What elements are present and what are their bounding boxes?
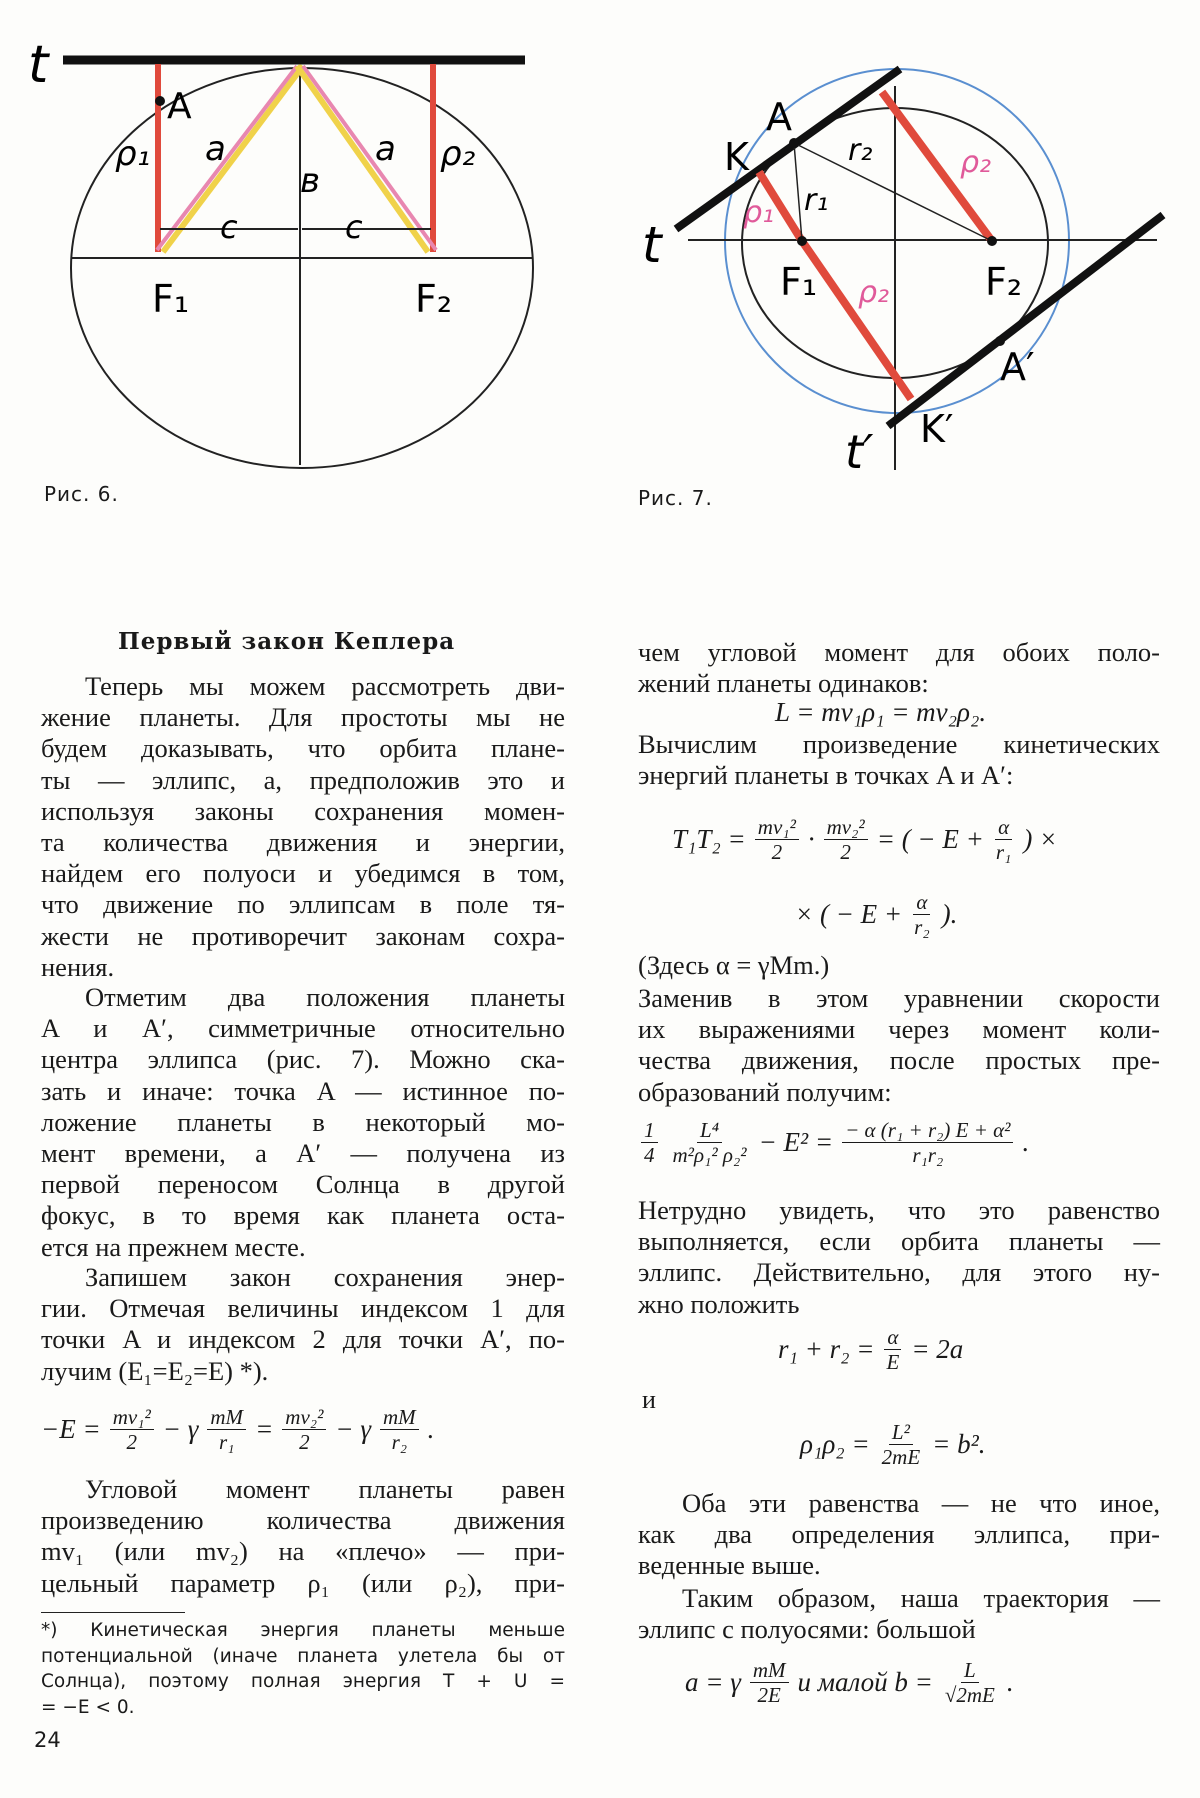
text-line: фокус, в то время как планета оста- [41,1200,565,1231]
text-line: эллипс с полуосями: большой [638,1614,976,1645]
text-line: будем доказывать, что орбита плане- [41,733,565,764]
text-line: Нетрудно увидеть, что это равенство [638,1195,1160,1225]
text-line: эллипс. Действительно, для этого ну- [638,1257,1160,1288]
fraction-denominator: m²ρ₁² ρ₂² [672,1143,747,1167]
figure-6-ellipse-diagram [0,0,600,520]
label-f1: F₁ [152,277,190,321]
focus-f2 [987,236,997,246]
formula-term: ). [941,899,958,929]
formula-kinetic-product-line2 [795,890,957,939]
fraction-numerator: mM [750,1658,789,1683]
text-line: та количества движения и энергии, [41,826,565,857]
fraction-denominator: 2 [771,840,783,864]
ellipse [71,68,533,468]
formula-term: . [1022,1127,1030,1157]
fraction [755,815,799,864]
fraction [883,1325,902,1374]
label-rho2-upper: ρ₂ [960,145,992,180]
text-line: ты — эллипс, а, предположив это и [41,764,565,795]
text-line: Солнца), поэтому полная энергия T + U = [41,1671,565,1692]
fraction-denominator: √2mE [944,1683,995,1707]
formula-semi-axes [685,1658,1014,1707]
text-line: точки A и индексом 2 для точки A′, по- [41,1324,565,1355]
text-line: энергий планеты в точках A и A′: [638,760,1014,791]
text-line: (Здесь α = γMm.) [638,950,830,980]
text-line: Оба эти равенства — не что иное, [682,1488,1160,1518]
fraction-numerator: L⁴ [697,1118,722,1143]
label-a-right: a [375,129,396,169]
fraction [842,1118,1013,1167]
text-line: центра эллипса (рис. 7). Можно ска- [41,1044,565,1075]
fraction-numerator: α [995,815,1012,840]
text-line: образований получим: [638,1076,892,1107]
formula-term: × ( − E + [795,899,903,929]
formula-kinetic-product-line1 [672,815,1057,864]
tangent-line-t-prime [888,215,1163,426]
formula-semi-minor [800,1420,986,1469]
fraction [942,1658,998,1707]
fraction-numerator: mv₂² [824,815,868,840]
text-line: лучим (E₁=E₂=E) *). [41,1355,269,1386]
text-line: выполняется, если орбита планеты — [638,1226,1160,1257]
text-line: Заменив в этом уравнении скорости [638,983,1160,1013]
formula-term: − γ [162,1414,199,1444]
formula-term: = 2a [911,1334,964,1364]
fraction-numerator: mv₂² [282,1405,326,1430]
formula-term: − E² = [758,1127,834,1157]
text-line: как два определения эллипса, при- [638,1519,1160,1550]
fraction [282,1405,326,1454]
fraction [670,1118,750,1167]
text-line: чества движения, после простых пре- [638,1045,1160,1076]
text-line: мент времени, а A′ — получена из [41,1137,565,1168]
fraction [993,815,1014,864]
label-r2: r₂ [848,133,873,168]
label-t: t [642,216,662,274]
label-k: K [724,135,749,179]
formula-term: = ( − E + [876,824,984,854]
fraction [207,1405,246,1454]
conjunction-and: и [642,1385,656,1414]
label-c-right: c [345,208,363,246]
text-line: нения. [41,951,115,982]
formula-term: −E = [41,1414,101,1444]
point-a [155,96,165,106]
formula-term: = b². [932,1429,986,1459]
label-c-left: c [220,208,238,246]
fraction-denominator: 2E [757,1683,781,1707]
formula-term: ρ₁ρ₂ = [800,1429,870,1459]
text-line: чем угловой момент для обоих поло- [638,637,1160,667]
paragraph-positions [41,982,565,1263]
text-line: жно положить [638,1288,800,1319]
formula-angular-momentum [775,697,986,728]
label-rho2-lower: ρ₂ [858,275,890,310]
paragraph-alpha-note [638,950,1160,981]
fraction-numerator: 1 [641,1118,658,1143]
label-a-point: A [167,86,192,127]
formula-term: = [255,1414,274,1444]
text-line: Теперь мы можем рассмотреть дви- [85,671,565,701]
text-line: Отметим два положения планеты [85,982,565,1012]
fraction-denominator: 2mE [881,1445,921,1469]
point-a [789,138,799,148]
text-line: A и A′, симметричные относительно [41,1013,565,1044]
text-line: найдем его полуоси и убедимся в том, [41,858,565,889]
fraction-numerator: − α (r₁ + r₂) E + α² [842,1118,1013,1143]
formula-semi-major [778,1325,963,1374]
text-line: гии. Отмечая величины индексом 1 для [41,1293,565,1324]
fraction [641,1118,658,1167]
fraction-denominator: r₁r₂ [912,1143,944,1167]
fraction-denominator: 2 [840,840,851,864]
text-line: Запишем закон сохранения энер- [85,1262,565,1292]
paragraph-kinetic [638,729,1160,791]
text-line: *) Кинетическая энергия планеты меньше [41,1620,565,1641]
footnote-divider [41,1612,185,1613]
paragraph-intro [41,671,565,983]
label-b: в [300,161,321,201]
text-line: первой переносом Солнца в другой [41,1169,565,1200]
text-line: жений планеты одинаков: [638,668,929,699]
fraction-denominator: 2 [126,1430,137,1454]
formula-term: L = mv₁ρ₁ = mv₂ρ₂. [775,697,987,727]
text-line: используя законы сохранения момен- [41,795,565,826]
paragraph-ellipse-check [638,1195,1160,1320]
text-line: их выражениями через момент коли- [638,1014,1160,1045]
text-line: произведению количества движения [41,1505,565,1536]
text-line: веденные выше. [638,1550,821,1581]
label-rho1: ρ₁ [743,195,775,230]
text-line: ется на прежнем месте. [41,1231,306,1262]
figure-7-caption: Рис. 7. [638,486,713,510]
page-number: 24 [34,1728,61,1752]
figure-7-ellipse-tangents-diagram [600,0,1200,520]
fraction-numerator: α [884,1325,901,1350]
fraction-numerator: α [913,890,930,915]
text-line: потенциальной (иначе планета улетела бы от [41,1645,565,1667]
fraction-denominator: 2 [299,1430,310,1454]
formula-main-result [638,1118,1029,1167]
label-t-prime: t′ [845,425,874,479]
section-heading: Первый закон Кеплера [118,628,456,655]
label-rho2: ρ₂ [440,134,476,174]
paragraph-conclusion [638,1583,1160,1645]
fraction-numerator: mM [380,1405,419,1430]
text-line: mv₁ (или mv₂) на «плечо» — при- [41,1536,565,1567]
paragraph-substitution [638,983,1160,1108]
label-f1: F₁ [780,260,818,304]
fraction [380,1405,419,1454]
text-line: Таким образом, наша траектория — [682,1583,1160,1613]
text-line: = −E < 0. [41,1696,135,1718]
fraction-denominator: r₁ [995,840,1012,864]
label-r1: r₁ [804,183,829,218]
fraction-denominator: r₂ [391,1430,408,1454]
label-a-left: a [205,129,226,169]
label-rho1: ρ₁ [115,134,151,174]
formula-term: . [1006,1667,1014,1697]
text-line: жести не противоречит законам сохра- [41,920,565,951]
paragraph-angular-momentum [41,1474,565,1599]
label-f2: F₂ [985,260,1023,304]
figure-6-caption: Рис. 6. [44,482,119,506]
fraction [911,890,932,939]
label-k-prime: K′ [920,407,954,451]
fraction-numerator: mv₁² [110,1405,154,1430]
formula-term: − γ [335,1414,371,1444]
fraction-numerator: mv₁² [755,815,799,840]
text-line: Вычислим произведение кинетических [638,729,1160,759]
text-line: Угловой момент планеты равен [85,1474,565,1504]
fraction [110,1405,154,1454]
fraction-denominator: r₁ [218,1430,235,1454]
fraction-numerator: mM [207,1405,246,1430]
footnote [41,1618,565,1720]
formula-term: . [427,1414,435,1444]
fraction [879,1420,924,1469]
fraction [750,1658,789,1707]
formula-term: r₁ + r₂ = [778,1334,875,1364]
formula-term: a = γ [685,1667,741,1697]
text-line: цельный параметр ρ₁ (или ρ₂), при- [41,1567,565,1598]
fraction [824,815,868,864]
formula-energy-conservation [41,1405,434,1454]
paragraph-continued [638,637,1160,699]
fraction-numerator: L [961,1658,979,1683]
label-a: A [766,95,792,139]
paragraph-definitions [638,1488,1160,1582]
fraction-denominator: r₂ [914,915,930,939]
formula-term: ) × [1023,824,1058,854]
fraction-denominator: 4 [644,1143,655,1167]
label-a-prime: A′ [1000,345,1035,389]
text-line: зать и иначе: точка A — истинное по- [41,1075,565,1106]
fraction-denominator: E [886,1350,900,1374]
formula-term: и малой b = [797,1667,933,1697]
formula-term: T₁T₂ = [672,824,746,854]
label-t: t [28,35,49,95]
paragraph-energy [41,1262,565,1387]
text-line: ложение планеты в некоторый мо- [41,1106,565,1137]
formula-term: · [807,824,815,854]
fraction-numerator: L² [889,1420,913,1445]
label-f2: F₂ [415,277,453,321]
focus-f1 [797,236,807,246]
text-line: жение планеты. Для простоты мы не [41,702,565,733]
text-line: что движение по эллипсам в поле тя- [41,889,565,920]
